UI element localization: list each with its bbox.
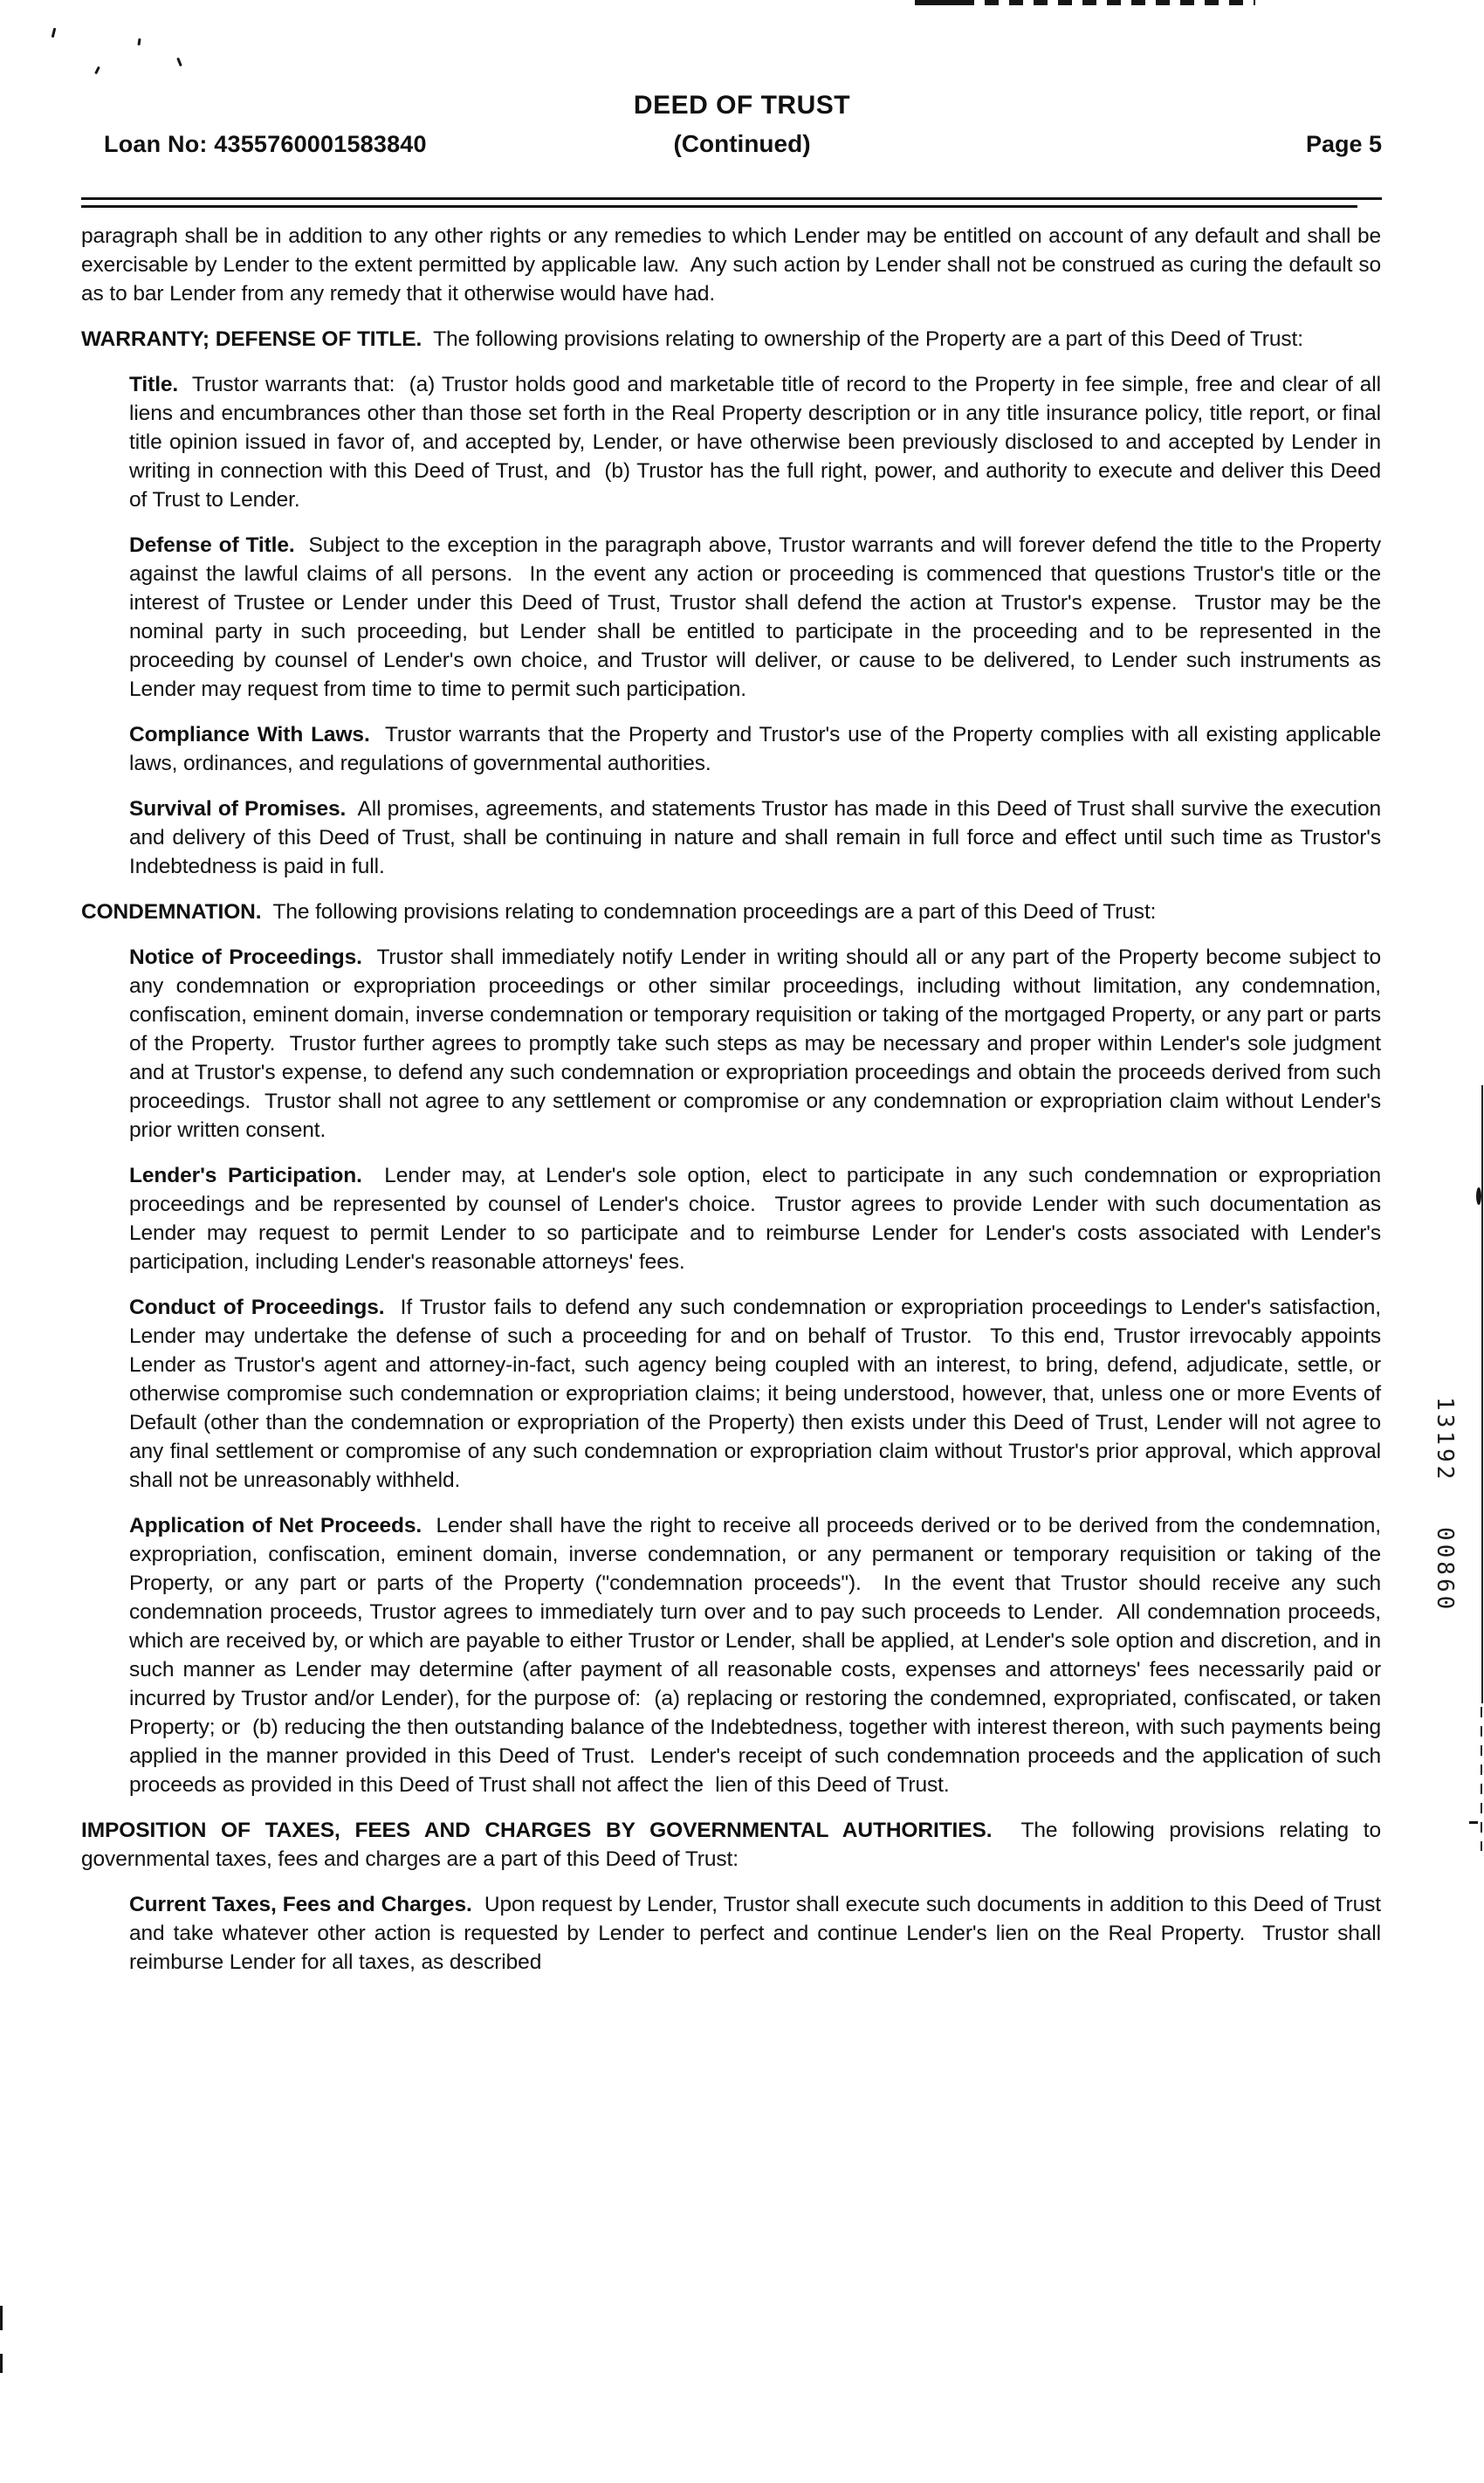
header-rule-bottom xyxy=(81,205,1357,208)
paragraph xyxy=(81,898,1381,926)
paragraph xyxy=(129,1511,1387,1799)
paragraph-text: Upon request by Lender, Trustor shall execute such documents in addition to this Deed of Trust and take whatever other action is requested by Lender to perfect and continue Lender's lien on the Real Property. Trustor shall reimburse Lender for all taxes, as described xyxy=(129,1893,1387,1974)
paragraph xyxy=(129,531,1387,704)
paragraph-text: Trustor shall immediately notify Lender in writing should all or any part of the Property become subject to any condemnation or expropriation proceedings or other similar proceedings, including without limitation, any condemnation, confiscation, eminent domain, inverse condemnation or temporary requisition or taking of the mortgaged Property, or any part or parts of the Property. Trustor further agrees to promptly take such steps as may be necessary and proper within Lender's sole judgment and at Trustor's expense, to defend any such condemnation or expropriation proceedings and obtain the proceeds derived from such proceedings. Trustor shall not agree to any settlement or compromise or any condemnation or expropriation claim without Lender's prior written consent. xyxy=(129,946,1387,1142)
document-title: DEED OF TRUST xyxy=(633,91,851,120)
scan-artifact xyxy=(137,38,141,45)
margin-stamp-number: 00860 xyxy=(1432,1527,1458,1613)
paragraph-heading: Notice of Proceedings. xyxy=(129,946,362,969)
paragraph-heading: Compliance With Laws. xyxy=(129,723,370,746)
page-number: Page 5 xyxy=(1305,131,1382,157)
document-subtitle: (Continued) xyxy=(673,130,811,157)
paragraph-text: If Trustor fails to defend any such condemnation or expropriation proceedings to Lender's satisfaction, Lender may undertake the defense of such a proceeding for and on behalf of Trustor. To this end, Trustor irrevocably appoints Lender as Trustor's agent and attorney-in-fact, such agency being coupled with an interest, to bring, defend, adjudicate, settle, or otherwise compromise such condemnation or expropriation claims; it being understood, however, that, unless one or more Events of Default (other than the condemnation or expropriation of the Property) then exists under this Deed of Trust, Lender will not agree to any final settlement or compromise of any such condemnation or expropriation claim without Trustor's prior approval, which approval shall not be unreasonably withheld. xyxy=(129,1296,1387,1492)
scan-artifact xyxy=(960,0,1255,5)
paragraph-heading: Application of Net Proceeds. xyxy=(129,1514,423,1537)
paragraph-heading: IMPOSITION OF TAXES, FEES AND CHARGES BY GOVERNMENTAL AUTHORITIES. xyxy=(81,1819,993,1842)
scan-artifact xyxy=(52,28,57,38)
paragraph-text: All promises, agreements, and statements Trustor has made in this Deed of Trust shall survive the execution and delivery of this Deed of Trust, shall be continuing in nature and shall remain in full force and effect until such time as Trustor's Indebtedness is paid in full. xyxy=(129,797,1387,878)
paragraph-text: The following provisions relating to condemnation proceedings are a part of this Deed of Trust: xyxy=(261,900,1157,924)
paragraph xyxy=(129,720,1387,778)
scan-artifact xyxy=(94,66,100,74)
paragraph xyxy=(81,325,1381,354)
header-rule-top xyxy=(81,197,1382,200)
paragraph-heading: CONDEMNATION. xyxy=(81,900,262,924)
paragraph xyxy=(129,1161,1387,1276)
paragraph xyxy=(81,222,1387,308)
paragraph xyxy=(129,370,1387,514)
scan-artifact xyxy=(176,58,182,66)
scan-artifact xyxy=(0,2306,3,2330)
paragraph-heading: Lender's Participation. xyxy=(129,1164,362,1187)
paragraph-heading: Current Taxes, Fees and Charges. xyxy=(129,1893,472,1916)
scan-artifact xyxy=(915,0,960,5)
paragraph-heading: Conduct of Proceedings. xyxy=(129,1296,385,1319)
scan-artifact xyxy=(1481,1085,1483,1703)
paragraph-text: Lender may, at Lender's sole option, elect to participate in any such condemnation or expropriation proceedings and be represented by counsel of Lender's choice. Trustor agrees to provide Lender with such documentation as Lender may request to permit Lender to so participate and to reimburse Lender for Lender's costs associated with Lender's participation, including Lender's reasonable attorneys' fees. xyxy=(129,1164,1387,1274)
paragraph-text: paragraph shall be in addition to any other rights or any remedies to which Lender may be entitled on account of any default and shall be exercisable by Lender to the extent permitted by applicable law. Any such action by Lender shall not be construed as curing the default so as to bar Lender from any remedy that it otherwise would have had. xyxy=(81,224,1387,306)
paragraph-heading: Title. xyxy=(129,373,179,396)
paragraph xyxy=(81,1816,1387,1874)
paragraph xyxy=(129,794,1387,881)
paragraph xyxy=(129,1890,1387,1977)
paragraph xyxy=(129,1293,1387,1495)
scan-artifact xyxy=(1481,1707,1482,1851)
paragraph-text: Trustor warrants that: (a) Trustor holds good and marketable title of record to the Property in fee simple, free and clear of all liens and encumbrances other than those set forth in the Real Property description or in any title insurance policy, title report, or final title opinion issued in favor of, and accepted by, Lender, or have otherwise been previously disclosed to and accepted by Lender in writing in connection with this Deed of Trust, and (b) Trustor has the full right, power, and authority to execute and deliver this Deed of Trust to Lender. xyxy=(129,373,1387,512)
paragraph-heading: Survival of Promises. xyxy=(129,797,347,821)
loan-number: Loan No: 4355760001583840 xyxy=(104,131,427,157)
paragraph-text: The following provisions relating to ownership of the Property are a part of this Deed of Trust: xyxy=(422,327,1303,351)
paragraph-text: Subject to the exception in the paragraph above, Trustor warrants and will forever defend the title to the Property against the lawful claims of all persons. In the event any action or proceeding is commenced that questions Trustor's title or the interest of Trustee or Lender under this Deed of Trust, Trustor shall defend the action at Trustor's expense. Trustor may be the nominal party in such proceeding, but Lender shall be entitled to participate in the proceeding and to be represented in the proceeding by counsel of Lender's own choice, and Trustor will deliver, or cause to be delivered, to Lender such instruments as Lender may request from time to time to permit such participation. xyxy=(129,533,1387,701)
scan-artifact xyxy=(1476,1187,1481,1205)
scan-artifact xyxy=(1469,1821,1478,1824)
paragraph xyxy=(129,943,1387,1145)
scan-artifact xyxy=(0,2354,3,2373)
paragraph-text: Trustor warrants that the Property and Trustor's use of the Property complies with all existing applicable laws, ordinances, and regulations of governmental authorities. xyxy=(129,723,1387,775)
paragraph-heading: Defense of Title. xyxy=(129,533,295,557)
margin-stamp-number: 13192 xyxy=(1432,1397,1458,1483)
paragraph-text: Lender shall have the right to receive all proceeds derived or to be derived from the condemnation, expropriation, confiscation, eminent domain, inverse condemnation, or any permanent or temporary requisition or taking of the Property, or any part or parts of the Property ("condemnation proceeds"). In the event that Trustor should receive any such condemnation proceeds, Trustor agrees to immediately turn over and to pay such proceeds to Lender. All condemnation proceeds, which are received by, or which are payable to either Trustor or Lender, shall be applied, at Lender's sole option and discretion, and in such manner as Lender may determine (after payment of all reasonable costs, expenses and attorneys' fees necessarily paid or incurred by Trustor and/or Lender), for the purpose of: (a) replacing or restoring the condemned, expropriated, confiscated, or taken Property; or (b) reducing the then outstanding balance of the Indebtedness, together with interest thereon, with such payments being applied in the manner provided in this Deed of Trust. Lender's receipt of such condemnation proceeds and the application of such proceeds as provided in this Deed of Trust shall not affect the lien of this Deed of Trust. xyxy=(129,1514,1387,1797)
paragraph-heading: WARRANTY; DEFENSE OF TITLE. xyxy=(81,327,423,351)
paragraph-text: The following provisions relating to governmental taxes, fees and charges are a part of this Deed of Trust: xyxy=(81,1819,1387,1871)
document-body xyxy=(81,222,1387,1993)
